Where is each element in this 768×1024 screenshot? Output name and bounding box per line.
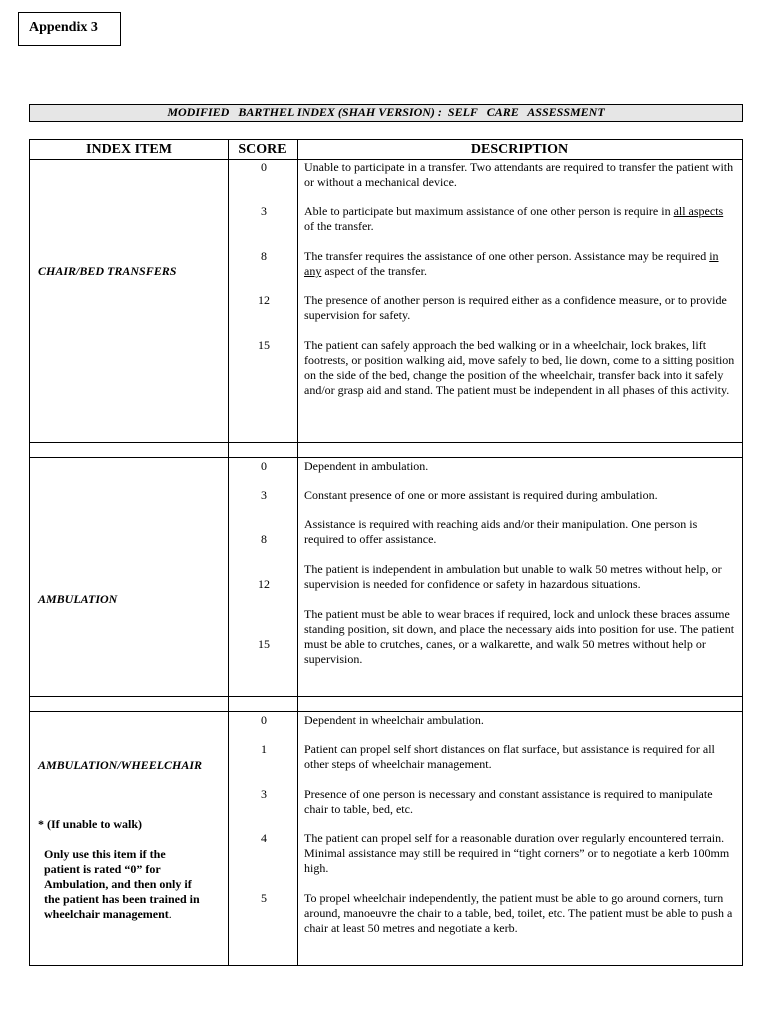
score-value: 1 [261,742,267,756]
score-value: 8 [261,249,267,263]
section-divider [30,442,742,443]
score-value: 5 [261,891,267,905]
score-value: 0 [261,160,267,174]
section-divider [30,457,742,458]
score-description: Assistance is required with reaching aids and/or their manipulation. One person is required to offer assistance. [304,517,698,546]
score-value: 15 [258,338,270,352]
form-title: MODIFIED BARTHEL INDEX (SHAH VERSION) : SELF CARE ASSESSMENT [29,104,743,122]
score-description: Patient can propel self short distances on flat surface, but assistance is required for all other steps of wheelchair management. [304,742,715,771]
note-title: * (If unable to walk) [38,817,143,831]
score-value: 12 [258,293,270,307]
section-divider [30,696,742,697]
score-value: 3 [261,787,267,801]
note-body: Only use this item if the patient is rated “0” for Ambulation, and then only if the patient has been trained in wheelchair management. [44,847,200,921]
section-label-chair-bed-transfers: CHAIR/BED TRANSFERS [38,264,177,278]
score-description: The presence of another person is required either as a confidence measure, or to provide supervision for safety. [304,293,727,322]
header-index-item: INDEX ITEM [86,142,172,157]
score-description: The transfer requires the assistance of one other person. Assistance may be required in any aspect of the transfer. [304,249,719,278]
score-description: The patient is independent in ambulation but unable to walk 50 metres without help, or supervision is needed for confidence or safety in hazardous situations. [304,562,722,591]
score-description: Presence of one person is necessary and constant assistance is required to manipulate chair to table, bed, etc. [304,787,713,816]
score-value: 12 [258,577,270,591]
appendix-label: Appendix 3 [18,12,121,46]
underlined-text: in any [304,249,719,278]
score-description: Dependent in ambulation. [304,459,429,473]
score-description: Dependent in wheelchair ambulation. [304,713,484,727]
score-value: 3 [261,488,267,502]
score-value: 15 [258,637,270,651]
column-divider-item [228,140,229,965]
score-description: To propel wheelchair independently, the patient must be able to go around corners, turn around, manoeuvre the chair to a table, bed, toilet, etc. The patient must be able to push a chair at least 50 metres and negotiate a kerb. [304,891,733,935]
score-value: 3 [261,204,267,218]
score-description: Unable to participate in a transfer. Two attendants are required to transfer the patient with or without a mechanical device. [304,160,734,189]
score-description: Constant presence of one or more assistant is required during ambulation. [304,488,658,502]
score-value: 8 [261,532,267,546]
assessment-table [29,139,743,966]
score-description: The patient can safely approach the bed walking or in a wheelchair, lock brakes, lift footrests, or position walking aid, move safely to bed, lie down, come to a sitting position on the side of the bed, change the position of the wheelchair, transfer back into it safely and/or grasp aid and stand. The patient must be independent in all phases of this activity. [304,338,735,397]
score-description: The patient can propel self for a reasonable duration over regularly encountered terrain. Minimal assistance may still be required in “tight corners” or to negotiate a kerb 100mm high. [304,831,730,875]
header-score: SCORE [238,142,287,157]
section-divider [30,711,742,712]
underlined-text: all aspects [673,204,724,218]
section-label-ambulation: AMBULATION [38,592,118,606]
score-value: 4 [261,831,267,845]
score-value: 0 [261,713,267,727]
score-value: 0 [261,459,267,473]
score-description: Able to participate but maximum assistance of one other person is require in all aspects of the transfer. [304,204,724,233]
score-description: The patient must be able to wear braces if required, lock and unlock these braces assume standing position, sit down, and place the necessary aids into position for use. The patient must be able to crutches, canes, or a walkarette, and walk 50 metres without help or supervision. [304,607,735,666]
section-label-ambulation-wheelchair: AMBULATION/WHEELCHAIR [38,758,203,772]
header-description: DESCRIPTION [470,142,569,157]
